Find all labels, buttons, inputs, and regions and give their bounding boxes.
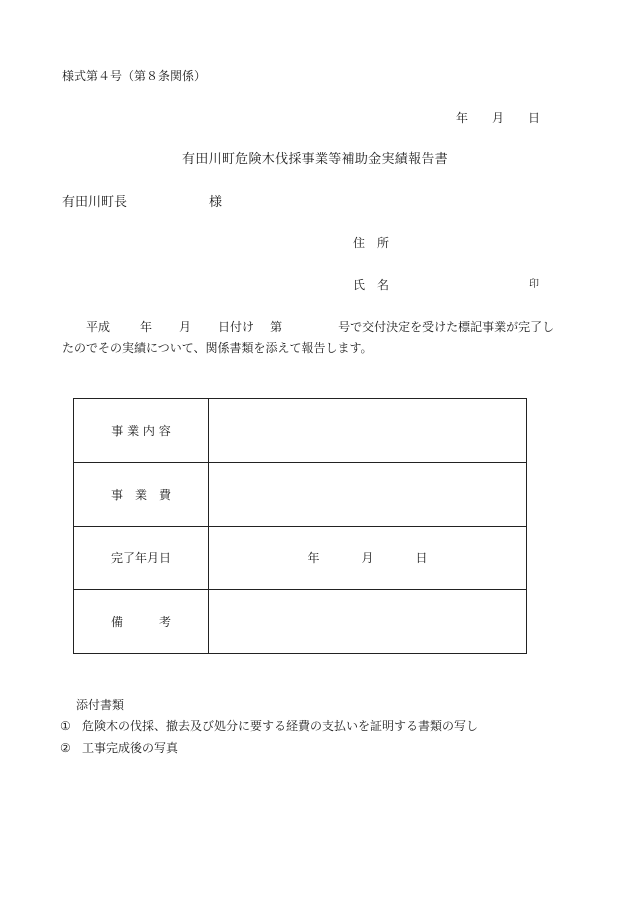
row-label-cost: 事 業 費 bbox=[74, 462, 209, 526]
addressee bbox=[62, 196, 222, 209]
body-number-prefix: 第 bbox=[270, 320, 283, 334]
seal-mark: 印 bbox=[529, 279, 539, 290]
attachment-item bbox=[60, 742, 178, 754]
body-line1-rest: 号で交付決定を受けた標記事業が完了し bbox=[338, 320, 555, 334]
row-label-remarks: 備 考 bbox=[74, 590, 209, 654]
body-month: 月 bbox=[179, 320, 192, 334]
row-label-content: 事 業 内 容 bbox=[74, 399, 209, 463]
body-era: 平成 bbox=[86, 320, 111, 334]
row-label-completion-date: 完了年月日 bbox=[74, 526, 209, 590]
attachment-marker: ① bbox=[60, 719, 71, 733]
body-year: 年 bbox=[140, 320, 153, 334]
table-row bbox=[74, 399, 527, 463]
report-table bbox=[73, 398, 527, 654]
row-value-cost[interactable] bbox=[209, 462, 527, 526]
applicant-name-label: 氏 名 bbox=[353, 278, 390, 292]
form-number: 様式第４号（第８条関係） bbox=[62, 69, 207, 83]
row-value-completion-date[interactable] bbox=[209, 526, 527, 590]
completion-day-label: 日 bbox=[415, 551, 428, 566]
table-row bbox=[74, 526, 527, 590]
date-day-label: 日 bbox=[528, 111, 541, 125]
date-month-label: 月 bbox=[492, 111, 505, 125]
row-value-remarks[interactable] bbox=[209, 590, 527, 654]
addressee-name: 有田川町長 bbox=[62, 195, 128, 210]
attachments-title: 添付書類 bbox=[76, 698, 125, 712]
completion-year-label: 年 bbox=[307, 551, 320, 566]
attachment-text: 工事完成後の写真 bbox=[82, 741, 179, 755]
body-day-suffix: 日付け bbox=[218, 320, 255, 334]
table-row bbox=[74, 462, 527, 526]
body-text-line-1 bbox=[86, 321, 554, 333]
attachment-marker: ② bbox=[60, 741, 71, 755]
completion-month-label: 月 bbox=[361, 551, 374, 566]
body-text-line-2: たのでその実績について、関係書類を添えて報告します。 bbox=[62, 341, 373, 355]
attachment-item bbox=[60, 720, 478, 732]
row-value-content[interactable] bbox=[209, 399, 527, 463]
date-year-label: 年 bbox=[456, 111, 469, 125]
addressee-honorific: 様 bbox=[209, 195, 223, 210]
applicant-address-label: 住 所 bbox=[353, 236, 390, 250]
report-date-line bbox=[456, 112, 540, 124]
document-title: 有田川町危険木伐採事業等補助金実績報告書 bbox=[181, 152, 448, 167]
attachment-text: 危険木の伐採、撤去及び処分に要する経費の支払いを証明する書類の写し bbox=[82, 719, 479, 733]
table-row bbox=[74, 590, 527, 654]
